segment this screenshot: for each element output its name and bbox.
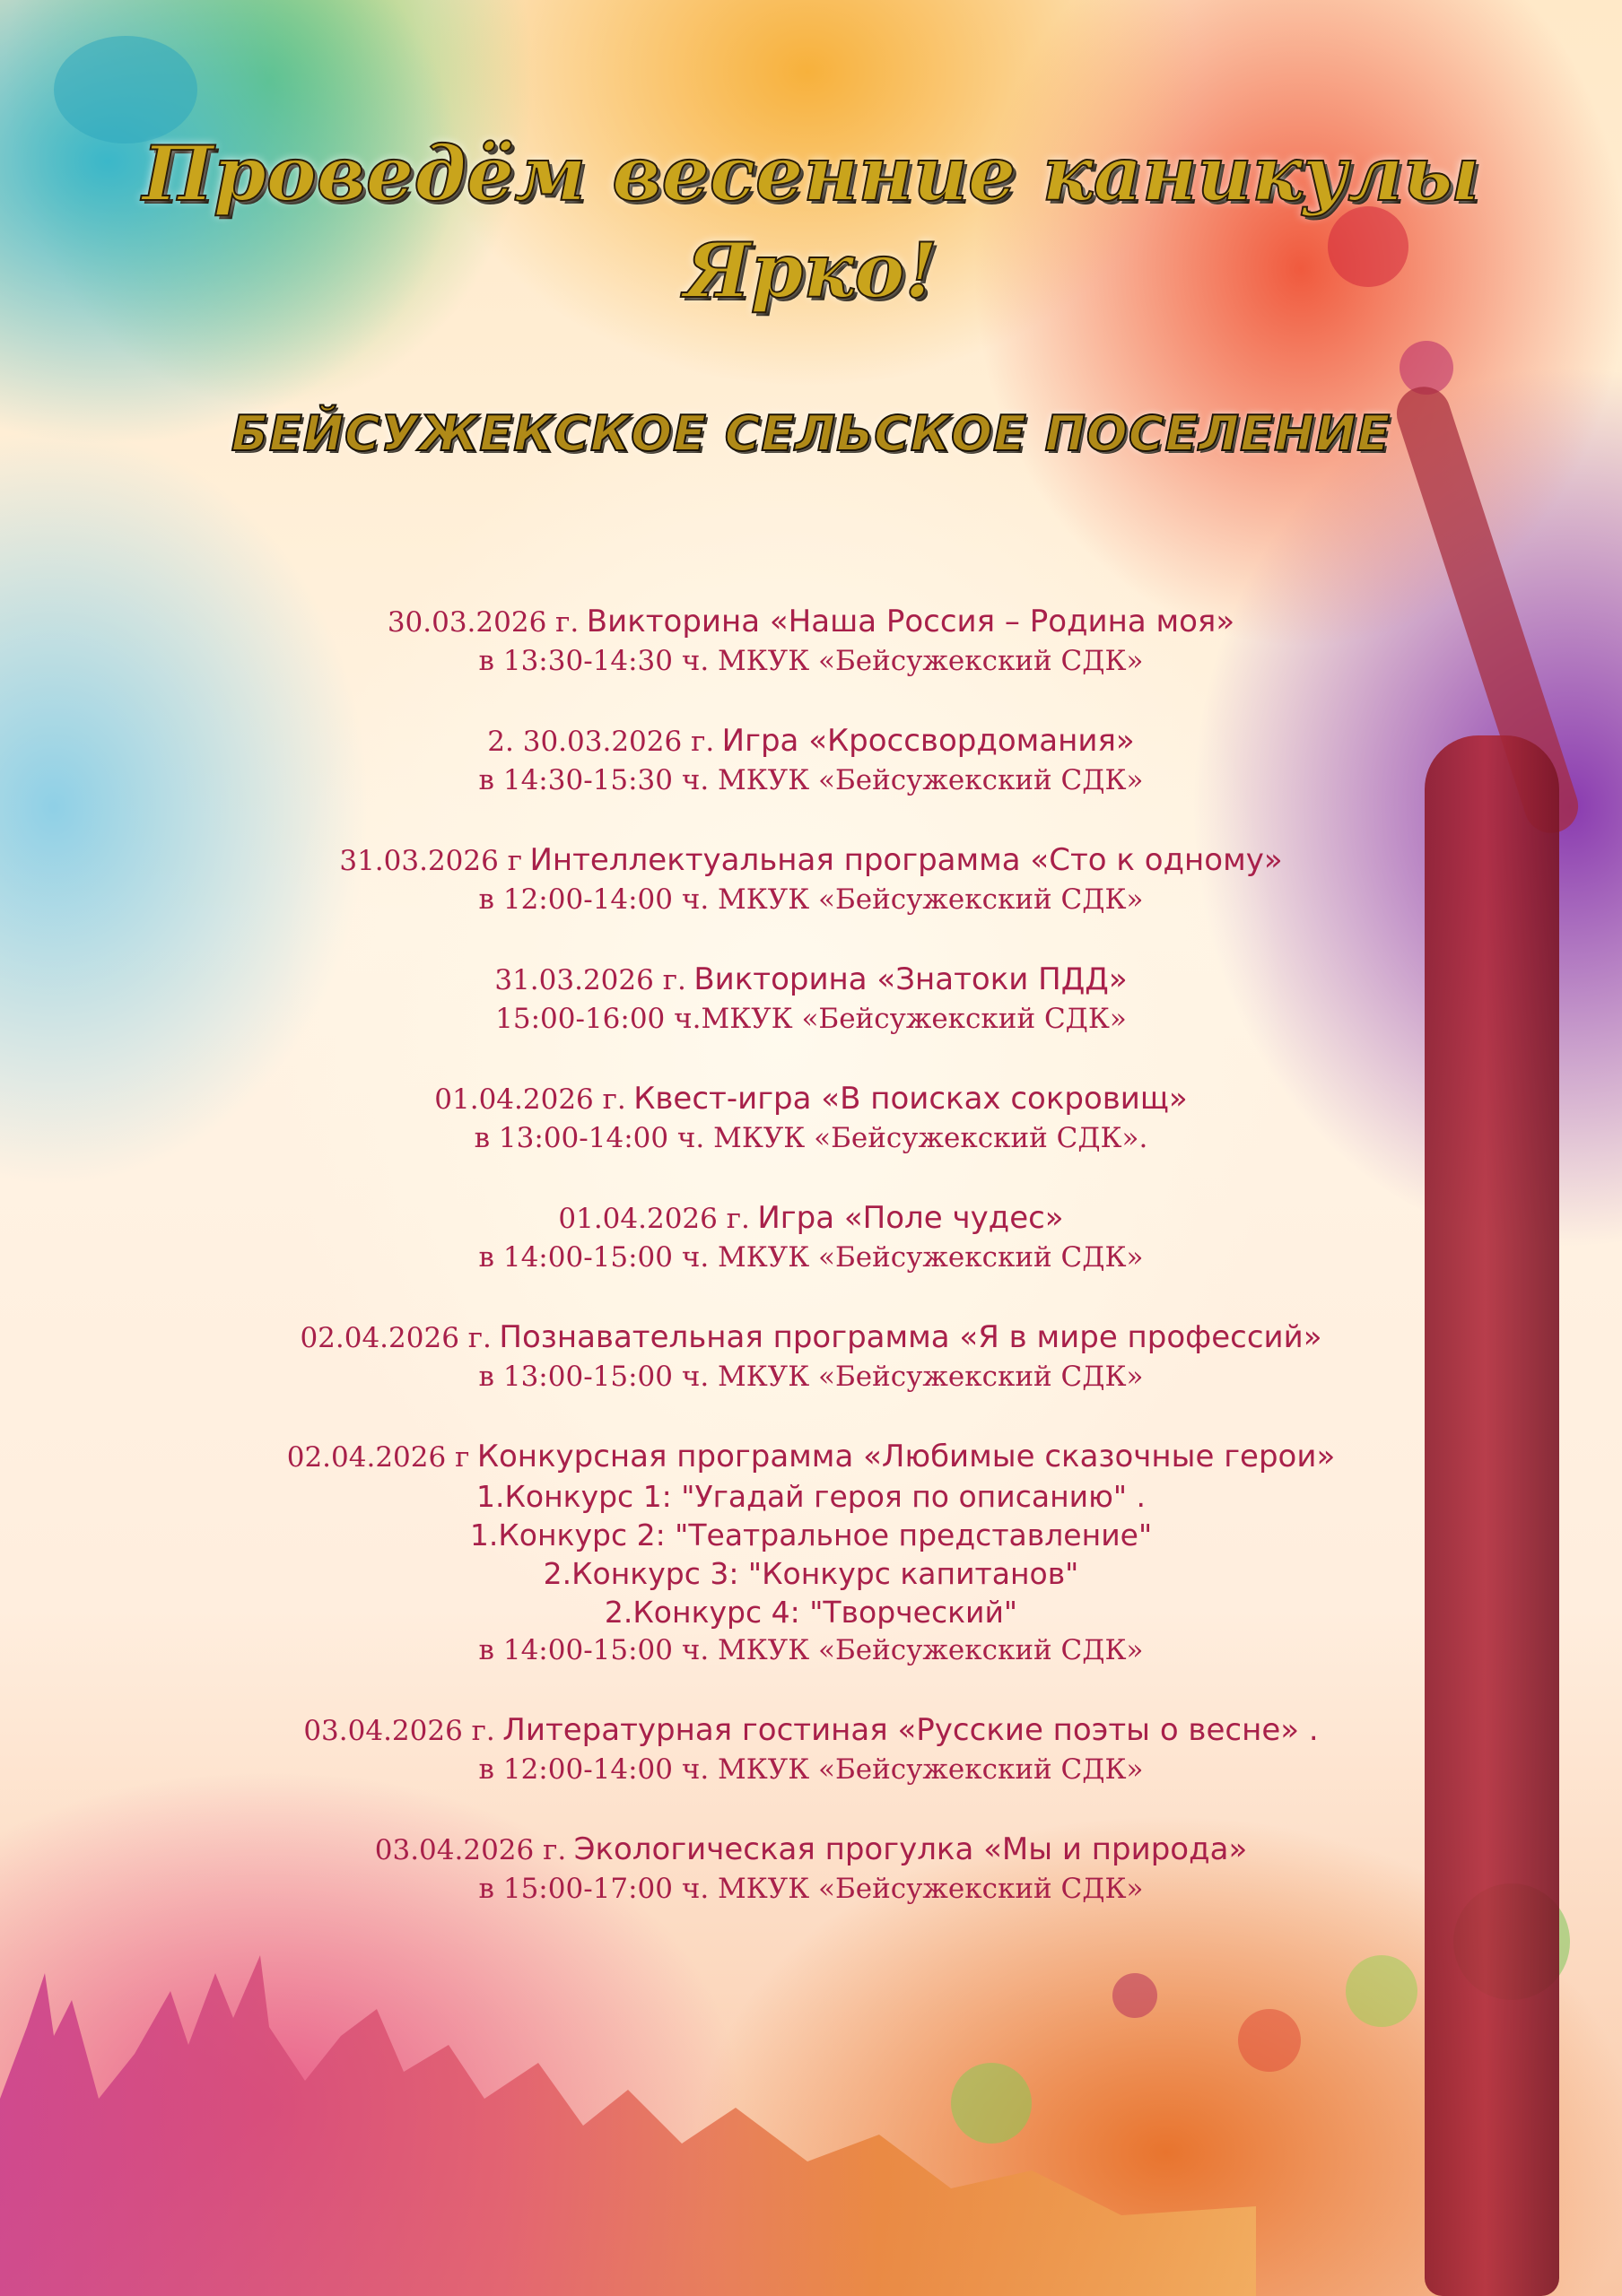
event-title: Экологическая прогулка «Мы и природа» — [573, 1831, 1248, 1867]
poster-header — [0, 126, 1622, 319]
event-date: 31.03.2026 г. — [494, 964, 686, 996]
event-title: Игра «Кроссвордомания» — [721, 723, 1135, 759]
event-time-place: в 15:00-17:00 ч. МКУК «Бейсужекский СДК» — [478, 1873, 1144, 1905]
event-date: 30.03.2026 г. — [387, 606, 580, 639]
event-time-place: в 12:00-14:00 ч. МКУК «Бейсужекский СДК» — [478, 1753, 1144, 1786]
settlement-title: БЕЙСУЖЕКСКОЕ СЕЛЬСКОЕ ПОСЕЛЕНИЕ — [231, 405, 1391, 462]
event-date: 01.04.2026 г. — [558, 1203, 750, 1235]
event-date: 03.04.2026 г. — [374, 1834, 567, 1866]
contest-item: 2.Конкурс 4: "Творческий" — [604, 1595, 1018, 1630]
headline-line-1: Проведём весенние каникулы — [142, 129, 1480, 218]
event-date: 01.04.2026 г. — [434, 1083, 626, 1116]
event-time-place: в 14:00-15:00 ч. МКУК «Бейсужекский СДК» — [478, 1634, 1144, 1666]
event-date: 2. 30.03.2026 г. — [487, 726, 715, 758]
event-title: Конкурсная программа «Любимые сказочные герои» — [476, 1439, 1336, 1474]
crowd-silhouette-decoration — [0, 1919, 1256, 2296]
event-time-place: в 13:30-14:30 ч. МКУК «Бейсужекский СДК» — [478, 645, 1144, 677]
event-time-place: в 14:30-15:30 ч. МКУК «Бейсужекский СДК» — [478, 764, 1144, 796]
event-item — [0, 1318, 1622, 1396]
event-item — [0, 961, 1622, 1039]
headline-line-2: Ярко! — [684, 226, 938, 315]
event-title: Познавательная программа «Я в мире профессий» — [499, 1319, 1322, 1355]
contest-item: 2.Конкурс 3: "Конкурс капитанов" — [543, 1556, 1079, 1591]
event-item — [0, 603, 1622, 681]
event-date: 02.04.2026 г. — [300, 1322, 492, 1354]
contest-item: 1.Конкурс 1: "Угадай героя по описанию" . — [475, 1479, 1147, 1514]
event-title: Викторина «Знатоки ПДД» — [693, 961, 1128, 997]
event-item — [0, 1199, 1622, 1277]
event-title: Интеллектуальная программа «Сто к одному» — [529, 842, 1283, 878]
event-time-place: 15:00-16:00 ч.МКУК «Бейсужекский СДК» — [495, 1003, 1127, 1035]
event-list — [0, 603, 1622, 1950]
event-item — [0, 841, 1622, 919]
event-time-place: в 14:00-15:00 ч. МКУК «Бейсужекский СДК» — [478, 1241, 1144, 1274]
event-title: Квест-игра «В поисках сокровищ» — [633, 1081, 1188, 1117]
event-item — [0, 1711, 1622, 1789]
event-time-place: в 13:00-15:00 ч. МКУК «Бейсужекский СДК» — [478, 1361, 1144, 1393]
event-time-place: в 12:00-14:00 ч. МКУК «Бейсужекский СДК» — [478, 883, 1144, 916]
event-title: Литературная гостиная «Русские поэты о весне» . — [502, 1712, 1319, 1748]
event-date: 02.04.2026 г — [286, 1441, 470, 1474]
event-date: 03.04.2026 г. — [303, 1715, 495, 1747]
contest-item: 1.Конкурс 2: "Театральное представление" — [469, 1518, 1153, 1552]
event-time-place: в 13:00-14:00 ч. МКУК «Бейсужекский СДК». — [474, 1122, 1148, 1154]
event-item — [0, 1080, 1622, 1158]
event-item — [0, 722, 1622, 800]
event-item — [0, 1831, 1622, 1909]
event-date: 31.03.2026 г — [339, 845, 522, 877]
event-item — [0, 1438, 1622, 1670]
event-title: Игра «Поле чудес» — [757, 1200, 1064, 1236]
event-title: Викторина «Наша Россия – Родина моя» — [586, 604, 1235, 639]
